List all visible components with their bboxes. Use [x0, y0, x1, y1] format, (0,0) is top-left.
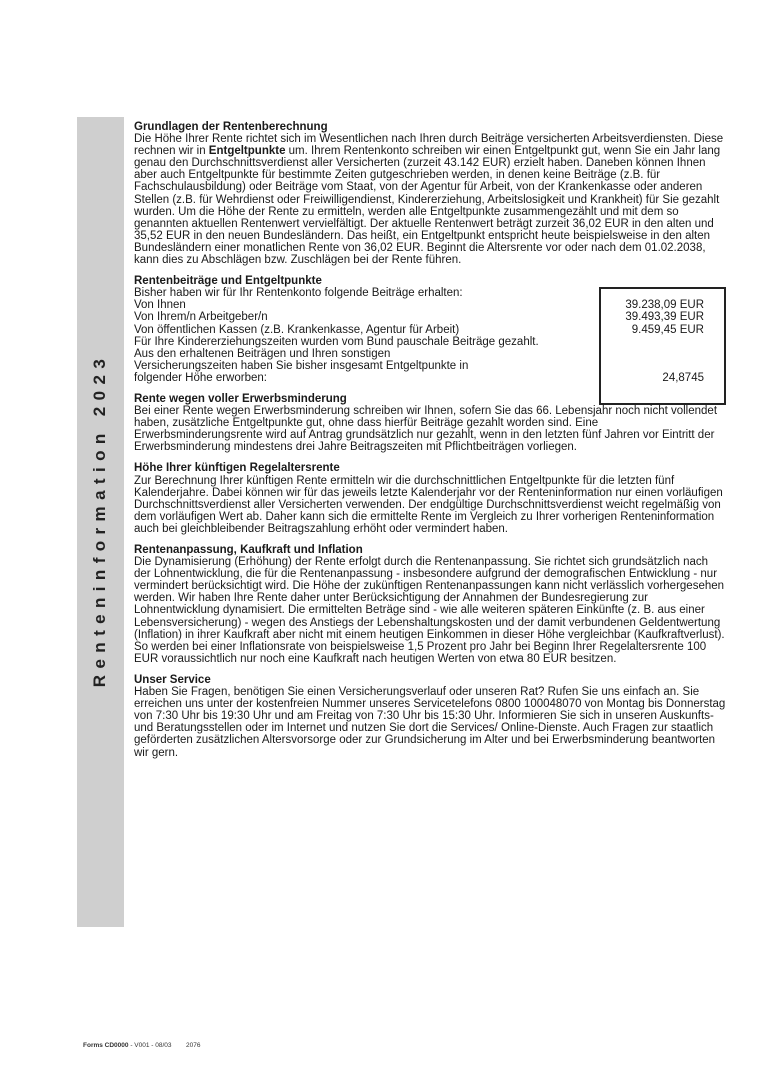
section-heading: Grundlagen der Rentenberechnung: [134, 121, 328, 133]
form-footer: [83, 1042, 200, 1049]
text-segment: um. Ihrem Rentenkonto schreiben wir einen Entgeltpunkt gut, wenn Sie ein Jahr lang genau den Durchschnittsverdienst aller Versicherten (zurzeit 43.142 EUR) erzielt haben. Daneben können Ihnen aber auch Entgeltpunkte für bestimmte Zeiten gutgeschrieben werden, in denen keine Beiträge (z.B. für Fachschulausbildung) oder Beiträge vom Staat, von der Agentur für Arbeit, von der Krankenkasse oder anderen Stellen (z.B. für Wehrdienst oder Freiwilligendienst, Kindererziehung, Arbeitslosigkeit und Krankheit) für Sie gezahlt wurden. Um die Höhe der Rente zu ermitteln, werden alle Entgeltpunkte zusammengezählt und mit dem so genannten aktuellen Rentenwert vervielfältigt. Der aktuelle Rentenwert beträgt zurzeit 36,02 EUR in den alten und 35,52 EUR in den neuen Bundesländern. Das heißt, ein Entgeltpunkt entspricht heute beispielsweise in den alten Bundesländern einer monatlichen Rente von 36,02 EUR. Beginnt die Altersrente vor oder nach dem 01.02.2038, kann dies zu Abschlägen bzw. Zuschlägen bei der Rente führen.: [134, 145, 721, 267]
beitraege-intro: Bisher haben wir für Ihr Rentenkonto folgende Beiträge erhalten:: [134, 287, 463, 300]
entgeltpunkte-label: folgender Höhe erworben:: [134, 371, 267, 384]
section-heading: Rente wegen voller Erwerbsminderung: [134, 392, 347, 405]
entgeltpunkte-text: Aus den erhaltenen Beiträgen und Ihren sonstigen: [134, 347, 391, 360]
contributions-table: [134, 299, 726, 384]
bold-term: Entgeltpunkte: [208, 145, 286, 158]
section-text: Die Dynamisierung (Erhöhung) der Rente erfolgt durch die Rentenanpassung. Sie richtet sich grundsätzlich nach der Lohnentwicklung, die für die Rentenanpassung - insbesondere aufgrund der demografischen Entwicklung - nur vermindert berücksichtigt wird. Die Höhe der zukünftigen Rentenanpassungen kann nicht verlässlich vorhergesehen werden. Wir haben Ihre Rente daher unter Berücksichtigung der Annahmen der Bundesregierung zur Lohnentwicklung dynamisiert. Die ermittelten Beträge sind - wie alle weiteren späteren Einkünfte (z. B. aus einer Lebensversicherung) - wegen des Anstiegs der Lebenshaltungskosten und der damit verbundenen Geldentwertung (Inflation) in ihrer Kaufkraft aber nicht mit einem heutigen Einkommen in dieser Höhe vergleichbar (Kaufkraftverlust). So werden bei einer Inflationsrate von beispielsweise 1,5 Prozent pro Jahr bei Beginn Ihrer Regelaltersrente 100 EUR voraussichtlich nur noch eine Kaufkraft nach heutigen Werten von etwa 80 EUR besitzen.: [134, 556, 725, 665]
kindererziehung-note: Für Ihre Kindererziehungszeiten wurden vom Bund pauschale Beiträge gezahlt.: [134, 335, 539, 348]
section-text: Zur Berechnung Ihrer künftigen Rente ermitteln wir die durchschnittlichen Entgeltpunkte für die letzten fünf Kalenderjahre. Dabei können wir für das jeweils letzte Kalenderjahr vor der Renteninformation nur einen vorläufigen Durchschnittsverdienst aller Versicherten verwenden. Der endgültige Durchschnittsverdienst weicht regelmäßig von dem vorläufigen Wert ab. Daher kann sich die ermittelte Rente im Vergleich zu Ihrer vorherigen Renteninformation auch bei gleichbleibender Beitragszahlung erhöht oder vermindert haben.: [134, 474, 723, 535]
contribution-amount: 39.493,39 EUR: [625, 311, 704, 324]
text-segment: Die Höhe Ihrer Rente richtet sich im Wesentlichen nach Ihren durch Beiträge versicherten Arbeitsverdiensten. Diese rechnen wir in: [134, 133, 724, 158]
contribution-amount: 39.238,09 EUR: [625, 299, 704, 312]
form-code: Forms CD0000: [83, 1042, 129, 1049]
section-text: Bei einer Rente wegen Erwerbsminderung schreiben wir Ihnen, sofern Sie das 66. Lebensjahr noch nicht vollendet haben, zusätzliche Entgeltpunkte gut, ohne dass hierfür Beiträge gezahlt worden sind. Eine Erwerbsminderungsrente wird auf Antrag grundsätzlich nur gezahlt, wenn in den letzten fünf Jahren vor Eintritt der Erwerbsminderung mindestens drei Jahre Beitragszeiten mit Pflichtbeiträgen vorliegen.: [134, 405, 718, 454]
section-service: [134, 674, 726, 759]
contributions-box: [599, 287, 726, 405]
section-regelaltersrente: [134, 462, 726, 535]
contribution-label: Von Ihrem/n Arbeitgeber/n: [134, 311, 268, 324]
document-body: [134, 121, 726, 768]
section-heading: Rentenbeiträge und Entgeltpunkte: [134, 275, 322, 288]
entgeltpunkte-value: 24,8745: [662, 371, 704, 384]
section-heading: Rentenanpassung, Kaufkraft und Inflation: [134, 544, 363, 556]
contribution-amount: 9.459,45 EUR: [631, 323, 704, 336]
section-heading: Unser Service: [134, 673, 211, 686]
section-text: [134, 133, 726, 266]
section-heading: Höhe Ihrer künftigen Regelaltersrente: [134, 462, 340, 475]
section-anpassung: [134, 544, 726, 665]
contribution-label: Von öffentlichen Kassen (z.B. Krankenkasse, Agentur für Arbeit): [134, 323, 460, 336]
section-beitraege: [134, 275, 726, 384]
section-text: Haben Sie Fragen, benötigen Sie einen Versicherungsverlauf oder unseren Rat? Rufen Sie uns einfach an. Sie erreichen uns unter der kostenfreien Nummer unseres Servicetelefons 0800 100048070 von Montag bis Donnerstag von 7:30 Uhr bis 19:30 Uhr und am Freitag von 7:30 Uhr bis 15:30 Uhr. Informieren Sie sich in unseren Auskunfts- und Beratungsstellen oder im Internet und nutzen Sie dort die Services/ Online-Dienste. Auch Fragen zur staatlich geförderten zusätzlichen Altersvorsorge oder zur Grundsicherung im Alter und bei Erwerbsminderung beantworten wir gern.: [134, 686, 726, 759]
sidebar-title: Renteninformation 2023: [90, 352, 109, 688]
entgeltpunkte-text: Versicherungszeiten haben Sie bisher insgesamt Entgeltpunkte in: [134, 359, 469, 372]
form-version: - V001 - 08/03: [128, 1042, 172, 1049]
section-grundlagen: [134, 121, 726, 266]
form-number: 2076: [185, 1042, 201, 1049]
contribution-label: Von Ihnen: [134, 299, 186, 312]
